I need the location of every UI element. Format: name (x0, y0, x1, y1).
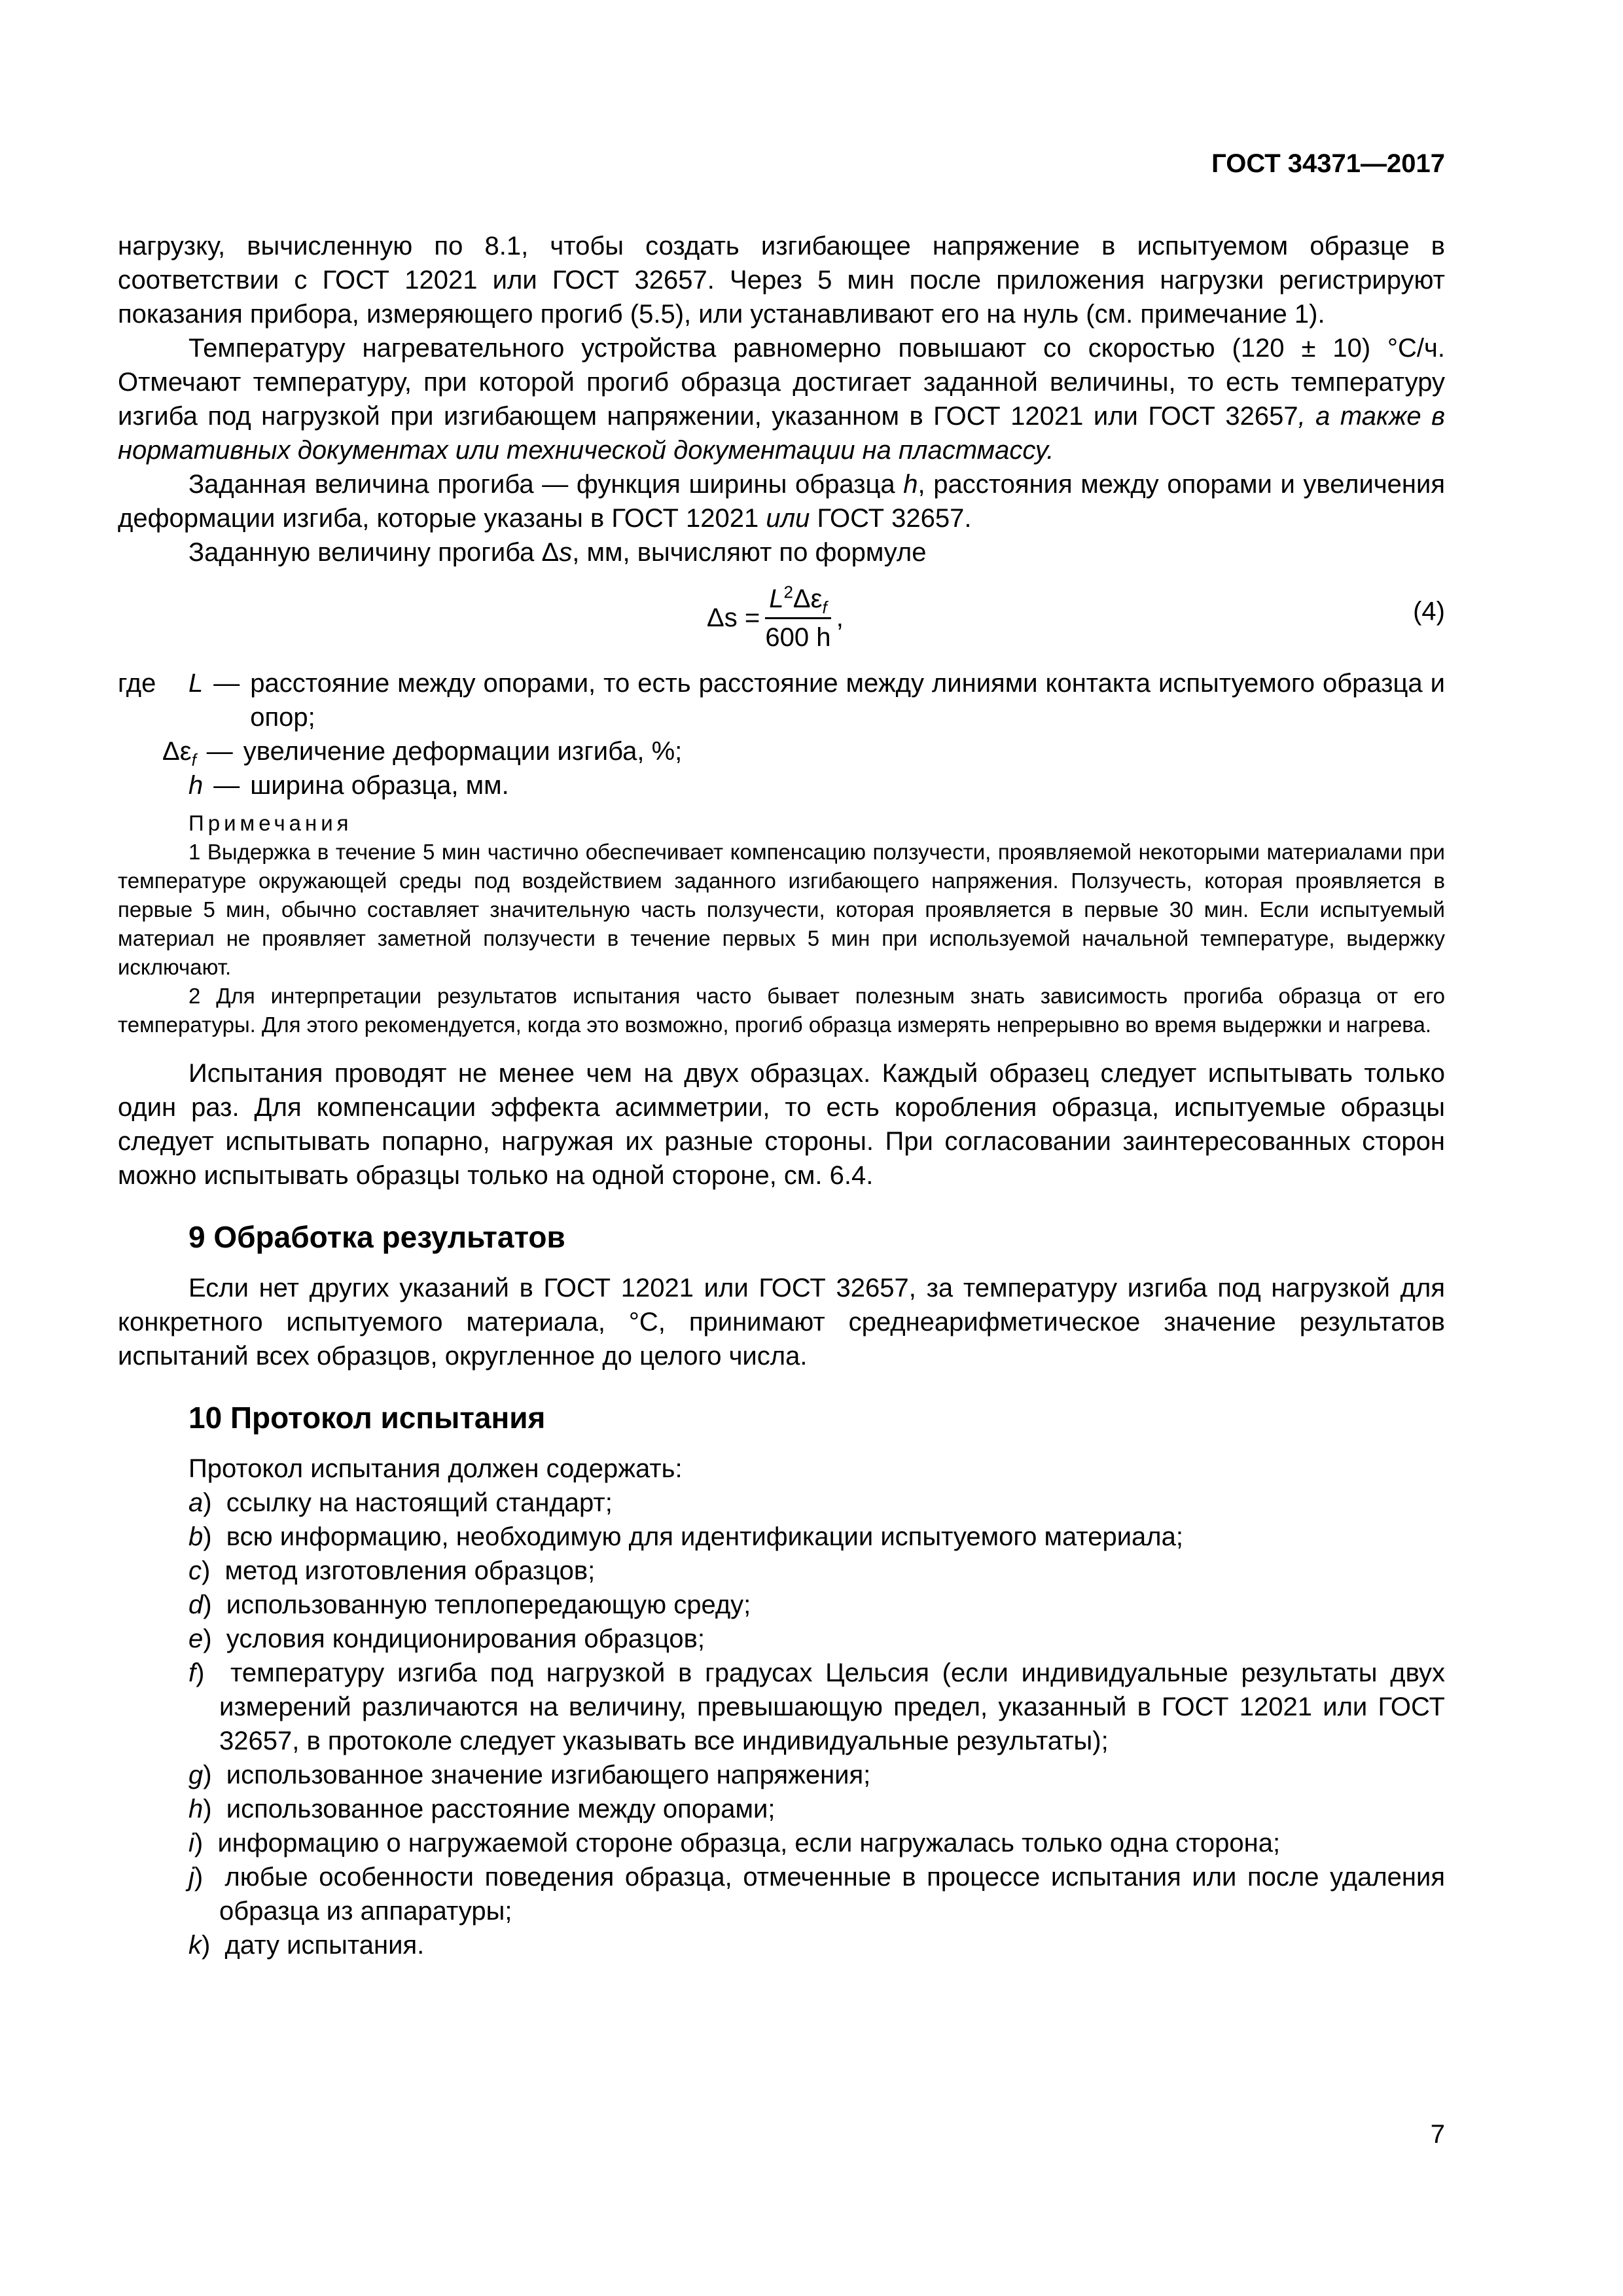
numerator-subscript: f (822, 597, 827, 617)
where-dash-2: — (206, 737, 233, 766)
where-symbol-1: L (188, 669, 204, 698)
where-text-3: ширина образца, мм. (250, 771, 509, 800)
section-9-text: Если нет других указаний в ГОСТ 12021 или ГОСТ 32657, за температуру изгиба под нагрузкой для конкретного испытуемого материала, °С, принимают среднеарифметическое значение результатов испытаний всех образцов, округленное до целого числа. (118, 1274, 1445, 1371)
formula-fraction (765, 583, 831, 653)
notes-block (118, 809, 1445, 1039)
formula-denominator: 600 h (765, 622, 831, 652)
section-10-title: 10 Протокол испытания (188, 1401, 546, 1435)
equation-number: (4) (1413, 597, 1445, 626)
note-2: 2 Для интерпретации результатов испытания часто бывает полезным знать зависимость прогиба образца от его температуры. Для этого рекомендуется, когда это возможно, прогиб образца измерять непрерывно во время выдержки и нагрева. (118, 984, 1445, 1037)
where-symbol-2: $\Delta\varepsilon_f$ (162, 737, 196, 770)
paragraph-temperature (118, 331, 1445, 467)
where-dash-3: — (213, 771, 240, 800)
list-item: b) всю информацию, необходимую для идентификации испытуемого материала; (188, 1522, 1183, 1551)
formula-intro-text-b: , мм, вычисляют по формуле (572, 538, 927, 567)
notes-title: Примечания (188, 811, 353, 835)
list-item: f) температуру изгиба под нагрузкой в градусах Цельсия (если индивидуальные результаты двух измерений различаются на величину, превышающую предел, указанный в ГОСТ 12021 или ГОСТ 32657, в протоколе следует указывать все индивидуальные результаты); (188, 1659, 1446, 1755)
paragraph-tests: Испытания проводят не менее чем на двух образцах. Каждый образец следует испытывать только один раз. Для компенсации эффекта асимметрии, то есть коробления образца, испытуемые образцы следует испытывать попарно, нагружая их разные стороны. При согласовании заинтересованных сторон можно испытывать образцы только на одной стороне, см. 6.4. (118, 1059, 1445, 1190)
where-dash-1: — (213, 669, 240, 698)
paragraph-load: нагрузку, вычисленную по 8.1, чтобы создать изгибающее напряжение в испытуемом образце в соответствии с ГОСТ 12021 или ГОСТ 32657. Через 5 мин после приложения нагрузки регистрируют показания прибора, измеряющего прогиб (5.5), или устанавливают его на нуль (см. примечание 1). (118, 232, 1445, 329)
deflection-italic-or: или (766, 504, 810, 533)
where-item-3 (118, 768, 1445, 802)
deflection-text-a: Заданная величина прогиба — функция ширины образца (188, 470, 904, 499)
list-item: g) использованное значение изгибающего напряжения; (188, 1761, 871, 1789)
deflection-var-h: h (903, 470, 918, 499)
page-number: 7 (1430, 2120, 1445, 2149)
deflection-text-b: , расстояния между опорами и увеличения деформации изгиба, которые указаны в ГОСТ 12021 (118, 470, 1446, 533)
list-item: d) использованную теплопередающую среду; (188, 1590, 751, 1619)
numerator-exponent: 2 (783, 582, 793, 602)
numerator-delta-eps: Δε (793, 584, 823, 613)
formula-intro-text-a: Заданную величину прогиба Δ (188, 538, 560, 567)
where-text-1: расстояние между опорами, то есть расстояние между линиями контакта испытуемого образца и опор; (250, 669, 1445, 732)
where-label: где (118, 669, 156, 698)
list-item: h) использованное расстояние между опорами; (188, 1795, 776, 1823)
where-item-1 (118, 666, 1445, 734)
standard-header: ГОСТ 34371—2017 (1211, 149, 1445, 178)
section-9-title: 9 Обработка результатов (188, 1220, 565, 1254)
list-item: c) метод изготовления образцов; (188, 1556, 596, 1585)
page-content (118, 229, 1445, 1962)
formula-numerator (765, 583, 831, 619)
temperature-italic-text: , а также в нормативных документах или технической документации на пластмассу. (118, 402, 1445, 465)
list-item: e) условия кондиционирования образцов; (188, 1624, 705, 1653)
list-item: i) информацию о нагружаемой стороне образца, если нагружалась только одна сторона; (188, 1829, 1281, 1857)
formula-intro-var-s: s (559, 538, 573, 567)
list-item: j) любые особенности поведения образца, отмеченные в процессе испытания или после удаления образца из аппаратуры; (188, 1863, 1446, 1926)
note-1: 1 Выдержка в течение 5 мин частично обеспечивает компенсацию ползучести, проявляемой некоторыми материалами при температуре окружающей среды под воздействием заданного изгибающего напряжения. Ползучесть, которая проявляется в первые 5 мин, обычно составляет значительную часть ползучести, которая проявляется в первые 30 мин. Если испытуемый материал не проявляет заметной ползучести в течение первых 5 мин при используемой начальной температуре, выдержку исключают. (118, 840, 1445, 979)
deflection-text-c: ГОСТ 32657. (810, 504, 972, 533)
paragraph-formula-intro (118, 535, 1445, 569)
numerator-L: L (769, 584, 784, 613)
formula-block (118, 577, 1445, 658)
where-symbol-3: h (188, 771, 204, 800)
where-item-2 (118, 734, 1445, 768)
list-item: a) ссылку на настоящий стандарт; (188, 1488, 613, 1517)
formula-comma: , (836, 603, 844, 632)
temperature-text: Температуру нагревательного устройства равномерно повышают со скоростью (120 ± 10) °С/ч. Отмечают температуру, при которой прогиб образца достигает заданной величины, то есть температуру изгиба под нагрузкой при изгибающем напряжении, указанном в ГОСТ 12021 или ГОСТ 32657 (118, 334, 1445, 431)
formula-lhs: Δs = (707, 603, 760, 632)
list-item: k) дату испытания. (188, 1931, 425, 1960)
paragraph-deflection (118, 467, 1445, 535)
where-text-2: увеличение деформации изгиба, %; (243, 737, 683, 766)
formula-expression (707, 577, 844, 658)
section-10-intro: Протокол испытания должен содержать: (188, 1454, 683, 1483)
